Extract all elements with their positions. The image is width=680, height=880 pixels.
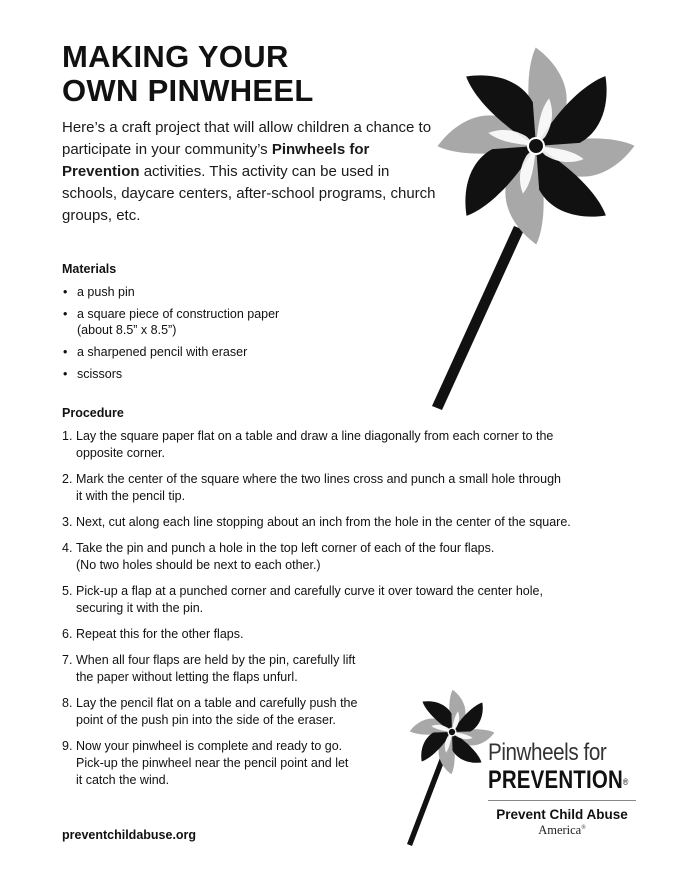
step-line: it catch the wind.	[76, 773, 170, 787]
material-text: a push pin	[77, 285, 135, 299]
procedure-step	[62, 695, 622, 729]
material-text: a sharpened pencil with eraser	[77, 345, 248, 359]
procedure-step	[62, 626, 622, 643]
intro-text-after: activities. This activity can be used in schools, daycare centers, after-school programs, church groups, etc.	[62, 163, 436, 224]
title-line-2: OWN PINWHEEL	[62, 73, 314, 108]
step-line: Take the pin and punch a hole in the top left corner of each of the four flaps.	[76, 541, 495, 555]
procedure-step	[62, 471, 622, 505]
step-line: the paper without letting the flaps unfurl.	[76, 670, 298, 684]
pinwheel-logo-icon	[402, 686, 502, 846]
footer-url: preventchildabuse.org	[62, 828, 197, 842]
step-number: 4.	[62, 541, 73, 555]
material-text: a square piece of construction paper	[77, 307, 280, 321]
step-number: 7.	[62, 653, 73, 667]
material-subtext: (about 8.5” x 8.5”)	[77, 323, 177, 337]
material-text: scissors	[77, 367, 123, 381]
materials-heading: Materials	[62, 262, 117, 276]
procedure-step	[62, 583, 622, 617]
step-line: Pick-up a flap at a punched corner and carefully curve it over toward the center hole,	[76, 584, 543, 598]
step-line: (No two holes should be next to each other.)	[76, 558, 321, 572]
step-line: Next, cut along each line stopping about an inch from the hole in the center of the square.	[76, 515, 571, 529]
list-item	[62, 284, 279, 300]
step-number: 6.	[62, 627, 73, 641]
step-line: point of the push pin into the side of the eraser.	[76, 713, 336, 727]
intro-text-before: Here’s a craft project that will allow children a chance to participate in your community’s	[62, 119, 432, 158]
materials-list	[62, 284, 279, 388]
step-number: 1.	[62, 429, 73, 443]
step-line: Repeat this for the other flaps.	[76, 627, 244, 641]
procedure-step	[62, 514, 622, 531]
page-title	[62, 40, 314, 108]
logo-america-text: America	[538, 823, 582, 837]
step-line: When all four flaps are held by the pin, carefully lift	[76, 653, 356, 667]
logo-line-pinwheels: Pinwheels for	[488, 739, 607, 766]
step-number: 3.	[62, 515, 73, 529]
pinwheel-blades	[435, 45, 637, 247]
procedure-step	[62, 428, 622, 462]
step-line: opposite corner.	[76, 446, 165, 460]
registered-mark: ®	[622, 777, 629, 787]
logo-prevention-text: PREVENTION	[488, 766, 623, 794]
intro-paragraph	[62, 117, 442, 227]
step-number: 2.	[62, 472, 73, 486]
list-item	[62, 366, 279, 382]
logo-line-america	[488, 823, 636, 838]
step-line: it with the pencil tip.	[76, 489, 186, 503]
logo-block	[488, 740, 640, 838]
step-line: Lay the pencil flat on a table and carefully push the	[76, 696, 358, 710]
america-registered-mark: ®	[581, 824, 586, 831]
step-line: Pick-up the pinwheel near the pencil point and let	[76, 756, 349, 770]
procedure-heading: Procedure	[62, 406, 124, 420]
step-number: 8.	[62, 696, 73, 710]
step-line: Lay the square paper flat on a table and draw a line diagonally from each corner to the	[76, 429, 554, 443]
logo-line-org: Prevent Child Abuse	[496, 807, 628, 822]
logo-line-prevention	[488, 766, 629, 794]
list-item	[62, 306, 279, 338]
step-line: Mark the center of the square where the two lines cross and punch a small hole through	[76, 472, 561, 486]
logo-divider	[488, 800, 636, 801]
step-line: securing it with the pin.	[76, 601, 204, 615]
step-number: 5.	[62, 584, 73, 598]
step-number: 9.	[62, 739, 73, 753]
procedure-step	[62, 652, 622, 686]
list-item	[62, 344, 279, 360]
title-line-1: MAKING YOUR	[62, 39, 289, 74]
procedure-step	[62, 540, 622, 574]
intro-highlight: Pinwheels for Prevention	[62, 141, 370, 180]
pinwheel-icon	[414, 26, 658, 410]
pinwheel-stick	[432, 226, 524, 410]
step-line: Now your pinwheel is complete and ready to go.	[76, 739, 343, 753]
